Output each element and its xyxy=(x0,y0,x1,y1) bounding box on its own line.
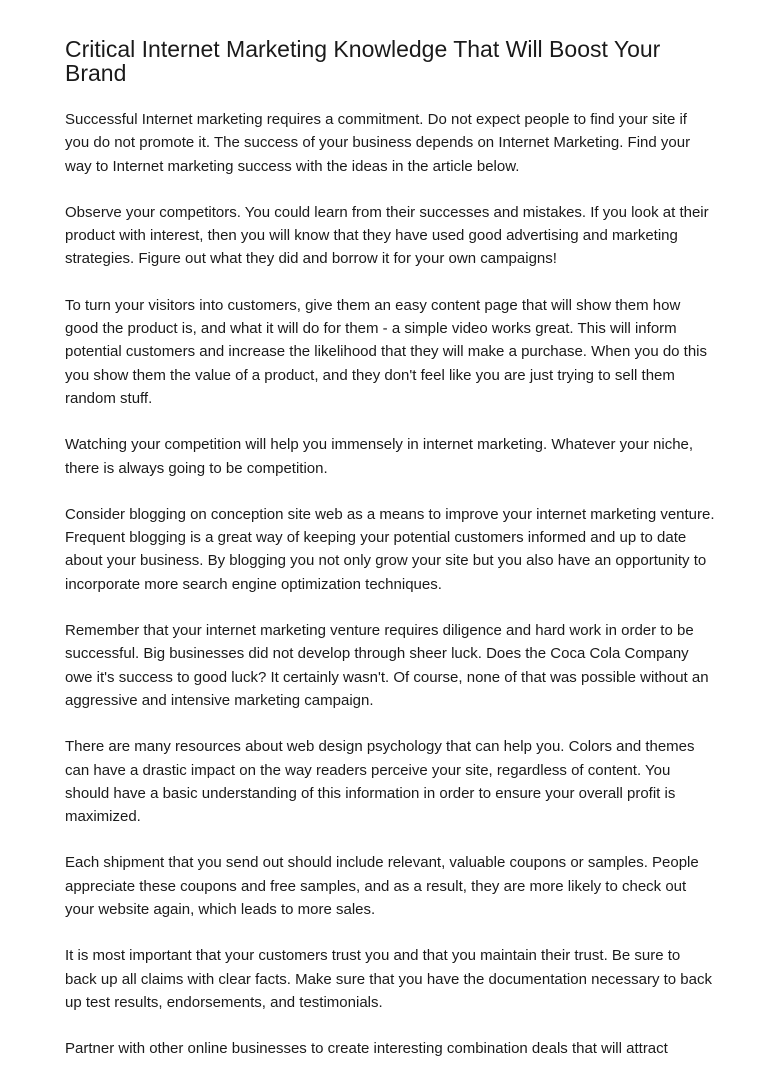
paragraph: Remember that your internet marketing venture requires diligence and hard work in order to be successful. Big businesses did not develop through sheer luck. Does the Coca Cola Company owe it's success to good luck? It certainly wasn't. Of course, none of that was possible without an aggressive and intensive marketing campaign. xyxy=(65,622,709,709)
document-title: Critical Internet Marketing Knowledge That Will Boost Your Brand xyxy=(65,36,661,86)
paragraph: There are many resources about web design psychology that can help you. Colors and themes can have a drastic impact on the way readers perceive your site, regardless of content. You should have a basic understanding of this information in order to ensure your overall profit is maximized. xyxy=(65,738,695,826)
paragraph: It is most important that your customers trust you and that you maintain their trust. Be sure to back up all claims with clear facts. Make sure that you have the documentation necessary to back up test results, endorsements, and testimonials. xyxy=(65,947,712,1011)
paragraph: Successful Internet marketing requires a commitment. Do not expect people to find your site if you do not promote it. The success of your business depends on Internet Marketing. Find your way to Internet marketing success with the ideas in the article below. xyxy=(65,111,691,175)
paragraph: Watching your competition will help you immensely in internet marketing. Whatever your niche, there is always going to be competition. xyxy=(65,436,694,477)
paragraph: Each shipment that you send out should include relevant, valuable coupons or samples. People appreciate these coupons and free samples, and as a result, they are more likely to check out your website again, which leads to more sales. xyxy=(65,854,699,919)
document-body xyxy=(65,108,715,1084)
paragraph: Observe your competitors. You could learn from their successes and mistakes. If you look at their product with interest, then you will know that they have used good advertising and marketing strategies. Figure out what they did and borrow it for your own campaigns! xyxy=(65,203,709,268)
paragraph: Consider blogging on conception site web as a means to improve your internet marketing venture. Frequent blogging is a great way of keeping your potential customers informed and up to date about your business. By blogging you not only grow your site but you also have an opportunity to incorporate more search engine optimization techniques. xyxy=(65,505,715,593)
paragraph: Partner with other online businesses to create interesting combination deals that will attract xyxy=(65,1040,668,1058)
paragraph: To turn your visitors into customers, give them an easy content page that will show them how good the product is, and what it will do for them - a simple video works great. This will inform potential customers and increase the likelihood that they will make a purchase. When you do this you show them the value of a product, and they don't feel like you are just trying to sell them random stuff. xyxy=(65,296,708,407)
